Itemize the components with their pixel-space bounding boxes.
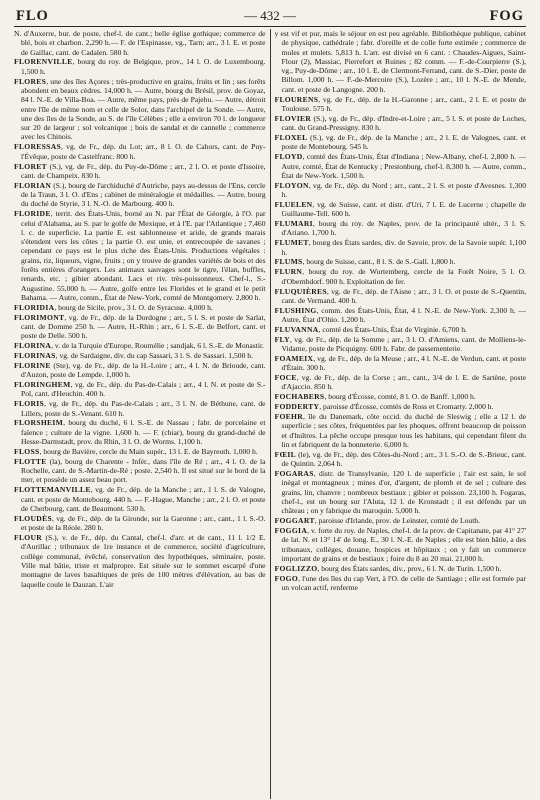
page-number: — 432 — (244, 8, 296, 23)
entry-text: , vg. de Suisse, cant. et distr. d'Uri, 7 l. E. de Lucerne ; chapelle de Guillaume-Tell. 600 h. (281, 199, 526, 219)
entry-text: , comm. des États-Unis, État, 4 l. N.-E. de New-York. 2,300 h. — Autre, État d'Ohio. 1,200 h. (281, 305, 526, 325)
entry-text: (S.), vg. de Fr., dép. d'Indre-et-Loire ; arr., 5 l. S. et poste de Loches, cant. du Grand-Pressigny. 830 h. (281, 113, 526, 133)
entry-headword: FLORET (14, 161, 48, 171)
entry-text: (S.), bourg de l'archiduché d'Autriche, pays au-dessus de l'Ens, cercle de la Traun, 3 l. O. d'Ens ; cabinet de minéralogie et médailles. — Autre, bourg du duché de Styrie, 3 l. N.-O. de Marbourg. 400 h. (21, 180, 266, 209)
entry-headword: FLORIDIA (14, 302, 55, 312)
entry-headword: FLORINAS (14, 351, 56, 361)
entry-headword: FLUVANNA (274, 324, 319, 334)
entry-text: y est vif et pur, mais le séjour en est peu agréable. Bibliothèque publique, cabinet de physique, cathédrale ; fabr. d'oreille et de colle forte estimée ; commerce de mules et mulets. 5,813 h. L'arr. est divisé en 6 cant. : Chaudes-Aigues, Saint-Flour (2), Massiac, Pierrefort et Ruines ; 82 comm. — F.-de-Courpierre (S.), vg., Puy-de-Dôme ; arr., 10 l. E. de Clermont-Ferrand, cant. de S.-Dier, poste de Billom. 1,000 h. — F.-de-Mercoire (S.), Lozère ; arr., 10 l. N.-E. de Mende, cant. et poste de Langogne. 200 h. (274, 29, 526, 94)
gazetteer-entry (275, 402, 527, 411)
entry-headword: FLUQUIÈRES (274, 286, 327, 296)
entry-text: , bourg du roy. de Naples, prov. de la principauté ultér., 3 l. S. d'Ariano. 1,700 h. (281, 219, 526, 238)
gazetteer-entry (14, 142, 266, 161)
entry-headword: FLUMET (274, 238, 309, 248)
gazetteer-entry (275, 450, 527, 469)
entry-text: , bourg des États sardes, div. de Savoie, prov. de la Savoie supér. 1,100 h. (281, 238, 526, 257)
entry-text: , vg. de Sardaigne, div. du cap Sassari, 3 l. S. de Sassari. 1,500 h. (55, 351, 253, 361)
entry-headword: FLOURENS (274, 94, 319, 104)
entry-headword: FLUMS (274, 257, 303, 267)
left-column (14, 29, 266, 799)
gazetteer-entry (275, 469, 527, 515)
entry-text: , distr. de Transylvanie, 120 l. de superficie ; l'air est sain, le sol inégal et montagneux ; mines d'or, d'argent, de plomb et de sel ; culture des grains, lin, chanvre ; nombreux bestiaux ; gibier et poisson. 23,100 h. Fogaras, chef-l., est un bourg sur l'Aluta, 12 l. de Kronstadt ; il est défendu par un château ; on y fabrique du maroquin. 5,000 h. (281, 469, 526, 516)
gazetteer-entry (275, 238, 527, 257)
gazetteer-entry (275, 200, 527, 219)
right-column (275, 29, 527, 799)
entry-headword: FLORINGHEM (14, 380, 71, 390)
gazetteer-entry (14, 361, 266, 380)
entry-headword: FLUELEN (274, 199, 313, 209)
entry-text: , vg. de Fr., dép. de la H.-Garonne ; arr., cant., 2 l. E. et poste de Toulouse. 575 h. (281, 94, 526, 113)
entry-text: (S.), v. de Fr., dép. du Cantal, chef-l. d'arr. et de cant., 11 l. 1/2 E. d'Aurillac ; tribunaux de 1re instance et de commerce, société d'agriculture, collège communal, évêché, conservation des hypothèques, séminaire, poste. Ville mal bâtie, triste et malpropre. Est située sur le sommet escarpé d'une montagne de laves basaltiques de près de 100 mètres d'élévation, au bas de laquelle coule le Dauzan. L'air (21, 533, 266, 589)
entry-headword: FLORENVILLE (14, 57, 73, 67)
gazetteer-entry (14, 399, 266, 418)
entry-text: , vg. de Fr., dép. de la Somme ; arr., 3 l. O. d'Amiens, cant. de Molliens-le-Vidame, poste de Picquigny. 600 h. Fabr. de passementerie. (281, 334, 526, 354)
gazetteer-entry (275, 335, 527, 354)
entry-headword: FLURN (274, 267, 303, 277)
entry-headword: FLOTTEMANVILLE (14, 485, 91, 495)
entry-text: , comté des États-Unis, État d'Indiana ; New-Albany, chef-l. 2,800 h. — Autre, comté, État de Kentucky ; Prestonburg, chef-l. 8,300 h. — Autre, comm., État de New-York. 1,500 h. (281, 152, 526, 180)
gazetteer-entry (275, 95, 527, 114)
gazetteer-entry (275, 392, 527, 401)
entry-headword: FLORES (14, 76, 47, 86)
gazetteer-entry (14, 485, 266, 513)
entry-text: , vg. de Fr., dép. de l'Aisne ; arr., 3 l. O. et poste de S.-Quentin, cant. de Vermand. 400 h. (281, 286, 526, 305)
text-columns (14, 29, 526, 799)
gazetteer-entry (275, 306, 527, 325)
entry-headword: FLUMARI (274, 219, 313, 229)
entry-headword: FOGGIA (274, 526, 308, 536)
gazetteer-entry (14, 303, 266, 312)
running-head-left: FLO (16, 8, 49, 24)
entry-headword: FLOUDÈS (14, 513, 52, 523)
gazetteer-entry (275, 354, 527, 373)
entry-headword: FOGO (274, 573, 299, 583)
entry-text: , bourg du duché, 6 l. S.-E. de Nassau ; fabr. de porcelaine et faïence ; culture de la vigne. 1,600 h. — F. (chiar), bourg du grand-duché de Hesse-Darmstadt, prov. du Rhin, 3 l. O. de Worms. 1,100 h. (21, 418, 266, 447)
gazetteer-entry (14, 162, 266, 181)
gazetteer-entry (275, 267, 527, 286)
gazetteer-entry (14, 57, 266, 76)
gazetteer-entry (275, 219, 527, 238)
entry-text: , bourg de Bavière, cercle du Main supér., 13 l. E. de Bayreuth. 1,000 h. (39, 446, 258, 456)
column-divider (270, 29, 271, 799)
entry-text: , vg. de Fr., dép. du Lot; arr., 8 l. O. de Cahors, cant. de Puy-l'Évêque, poste de Castelfranc. 800 h. (21, 142, 266, 161)
entry-headword: FLORINA (14, 341, 52, 351)
entry-text: , vg. de Fr., dép. de la Dordogne ; arr., 5 l. S. et poste de Sarlat, cant. de Domme 250 h. — Autre, H.-Rhin ; arr., 6 l. S.-E. de Belfort, cant. et poste de Delle. 500 h. (21, 312, 266, 341)
entry-text: , comté des États-Unis, État de Virginie. 6,700 h. (318, 324, 467, 334)
entry-text: , bourg du roy. de Wurtemberg, cercle de la Forêt Noire, 5 l. O. d'Obernbdorf. 900 h. Exploitation de fer. (281, 267, 526, 286)
entry-headword: FLOTTE (14, 456, 47, 466)
entry-text: , bourg de Suisse, cant., 8 l. S. de S.-Gall. 1,800 h. (302, 257, 456, 267)
running-head-right: FOG (489, 8, 524, 24)
entry-headword: FLOSS (14, 446, 40, 456)
entry-headword: FLORINE (14, 360, 51, 370)
entry-text: , paroisse d'Irlande, prov. de Leinster, comté de Louth. (314, 516, 480, 526)
gazetteer-entry (14, 447, 266, 456)
gazetteer-entry (275, 114, 527, 133)
entry-headword: FLOVIER (274, 113, 312, 123)
entry-headword: FLORIMONT (14, 312, 65, 322)
gazetteer-entry (275, 564, 527, 573)
gazetteer-entry (275, 516, 527, 525)
entry-headword: FLORIS (14, 399, 45, 409)
entry-text: (le), vg. de Fr., dép. des Côtes-du-Nord ; arr., 3 l. S.-O. de S.-Brieuc, cant. de Quintin. 2,064 h. (281, 449, 526, 469)
entry-text: , vg. de Fr., dép. du Pas-de-Calais ; arr., 4 l. N. et poste de S.-Pol, cant. d'Heuchin. 400 h. (21, 380, 266, 399)
gazetteer-entry (14, 313, 266, 341)
gazetteer-entry (275, 133, 527, 152)
entry-headword: FLORSHEIM (14, 418, 64, 428)
entry-text: , vg. de Fr., dép. du Nord ; arr., cant., 2 l. S. et poste d'Avesnes. 1,300 h. (281, 180, 526, 200)
gazetteer-entry (275, 412, 527, 449)
entry-text: , vg. de Fr., dép. de la Corse ; arr., cant., 3/4 de l. E. de Sartène, poste d'Ajaccio. 850 h. (281, 373, 526, 392)
entry-headword: FLOXEL (274, 133, 308, 143)
entry-headword: FOCHABERS (274, 392, 325, 402)
entry-text: , bourg d'Écosse, comté, 8 l. O. de Banff. 1,000 h. (324, 392, 476, 402)
entry-headword: FLORIDE (14, 209, 51, 219)
gazetteer-entry (14, 341, 266, 350)
entry-headword: FOGGART (274, 516, 315, 526)
entry-text: N. d'Auxerre, bur. de poste, chef-l. de cant.; belle église gothique; commerce de blé, bois et charbon. 2,290 h.— F. de l'Espinasse, vg., Tarn; arr., 3 l. E. et poste de Gaillac, cant. de Cadalen. 580 h. (14, 29, 266, 57)
entry-headword: FŒIL (274, 449, 296, 459)
gazetteer-entry (14, 533, 266, 589)
entry-headword: FLY (274, 334, 290, 344)
gazetteer-entry (275, 526, 527, 563)
entry-headword: FOAMEIX (274, 354, 314, 363)
gazetteer-entry (14, 77, 266, 142)
gazetteer-entry (275, 373, 527, 392)
entry-headword: FOEHR (274, 412, 304, 422)
entry-text: , une des îles Açores ; très-productive en grains, fruits et lin ; ses forêts abondent en beaux cèdres. 14,000 h. — Autre, bourg du Brésil, prov. de Goyaz, 84 l. N.-E. de Villa-Boa. — Autre, même pays, près de Pajehu. — Autre, détroit entre l'île de même nom et celle de Solor, dans l'archipel de la Sonde. — Autre, une des îles de la Sonde, au S. de l'île Célèbes ; elle a environ 70 l. de longueur sur 20 de largeur ; sol volcanique ; bois de sandal et de cannelle ; commerce avec les Chinois. (21, 76, 266, 142)
gazetteer-entry (14, 457, 266, 485)
page-header (14, 6, 526, 26)
gazetteer-entry (14, 418, 266, 446)
entry-text: , v. forte du roy. de Naples, chef-l. de la prov. de Capitanate, par 41° 27' de lat. N. et 13° 14' de long. E., 30 l. N.-E. de Naples ; elle est bien bâtie, a des tribunaux, colléges, douane, hospices et hôpitaux ; on y fait un commerce important de grains et de bestiaux ; foire du 8 au 20 mai. 21,000 h. (281, 526, 526, 563)
entry-headword: FLORIAN (14, 180, 52, 190)
gazetteer-entry (14, 209, 266, 302)
gazetteer-entry (14, 29, 266, 57)
entry-text: , l'une des îles du cap Vert, à l'O. de celle de Santiago ; elle est formée par un volcan actif, renferme (281, 573, 526, 593)
gazetteer-entry (275, 257, 527, 266)
entry-headword: FOGLIZZO (274, 563, 318, 573)
entry-text: (Ste), vg. de Fr., dép. de la H.-Loire ; arr., 4 l. N. de Brioude, cant. d'Auzon, poste de Lempde. 1,000 h. (21, 360, 266, 380)
gazetteer-entry (275, 181, 527, 200)
entry-headword: FLUSHING (274, 305, 317, 315)
entry-text: , vg. de Fr., dép. de la Meuse ; arr., 4 l. N.-E. de Verdun, cant. et poste d'Étain. 300 h. (281, 354, 526, 373)
entry-headword: FOGARAS (274, 469, 314, 479)
entry-text: , vg. de Fr., dép. de la Manche ; arr., 1 l. S. de Valogne, cant. et poste de Montebourg. 440 h. — F.-Hague, Manche ; arr., 2 l. O. et poste de Cherbourg, cant. de Beaumont. 530 h. (21, 485, 266, 513)
entry-text: (S.), vg. de Fr., dép. de la Manche ; arr., 2 l. E. de Valognes, cant. et poste de Montebourg. 545 h. (281, 133, 526, 152)
gazetteer-entry (14, 181, 266, 209)
entry-text: , île du Danemark, côte occid. du duché de Sleswig ; elle a 12 l. de superficie ; ses côtes, fréquentées par les phoques, offrent beaucoup de poisson et d'huîtres. La pêche occupe presque tous les habitans, qui cependant filent du lin et fabriquent de la bonneterie. 6,000 h. (281, 412, 526, 450)
entry-text: , bourg du roy. de Belgique, prov., 14 l. O. de Luxembourg. 1,500 h. (21, 57, 266, 76)
entry-text: , vg. de Fr., dép. du Pas-de-Calais ; arr., 3 l. N. de Béthune, cant. de Lillers, poste de S.-Venant. 610 h. (21, 399, 266, 418)
entry-text: , bourg des États sardes, div., prov., 6 l. N. de Turin. 1,500 h. (317, 563, 502, 573)
entry-text: , bourg de Sicile, prov., 3 l. O. de Syracuse. 4,000 h. (54, 302, 213, 312)
entry-text: , territ. des États-Unis, borné au N. par l'État de Géorgie, à l'O. par celui d'Alabama, au S. par le golfe de Mexique, et à l'E. par l'Atlantique ; 7,460 l. c. de superficie. La partie E. est sablonneuse et aride, de grands marais s'étendent vers les côtes ; la partie O. est unie, et entrecoupée de savanes ; cependant ce pays est le plus riche des États-Unis. Productions végétales : grains, riz, liqueurs, vigne, fruits ; on y trouve de grandes variétés de bois et des forêts entières d'orangers. Les animaux sauvages sont le tigre, l'élan, buffles, renards, etc. ; gibier abondant. Lacs et riv. très-poissonneux. Chef-l., S.-Augustine. 55,000 h. — Autre, golfe entre les Florides et le grand et le petit Bahama. — Autre, comm., État de New-York, comté de Montgomery. 2,800 h. (21, 209, 266, 302)
entry-text: , paroisse d'Écosse, comtés de Ross et Cromarty. 2,000 h. (319, 402, 494, 412)
gazetteer-entry (14, 380, 266, 399)
entry-headword: FOCE (274, 373, 297, 383)
gazetteer-entry (14, 514, 266, 533)
gazetteer-entry (275, 152, 527, 180)
entry-text: (la), bourg de Charente - Infér., dans l'île de Ré ; arr., 4 l. O. de la Rochelle, cant. de S.-Martin-de-Ré ; poste. 2,540 h. Il est situé sur le bord de la mer, et possède un assez beau port. (21, 456, 266, 485)
header-rule (14, 26, 526, 27)
gazetteer-entry (275, 29, 527, 94)
entry-headword: FLORESSAS (14, 142, 62, 152)
entry-headword: FLOYON (274, 180, 309, 190)
gazetteer-entry (275, 287, 527, 306)
gazetteer-entry (275, 325, 527, 334)
entry-headword: FLOYD (274, 152, 303, 162)
entry-headword: FLOUR (14, 533, 43, 543)
entry-text: (S.), vg. de Fr., dép. du Puy-de-Dôme ; arr., 2 l. O. et poste d'Issoire, cant. de Champeix. 830 h. (21, 161, 266, 180)
gazetteer-entry (14, 351, 266, 360)
entry-text: , v. de la Turquie d'Europe, Roumélie ; sandjak, 6 l. S.-E. de Monastir. (51, 341, 264, 351)
entry-text: , vg. de Fr., dép. de la Gironde, sur la Garonne ; arr., cant., 1 l. S.-O. et poste de la Réole. 280 h. (21, 513, 266, 533)
gazetteer-entry (275, 574, 527, 593)
entry-headword: FODDERTY (274, 402, 320, 412)
